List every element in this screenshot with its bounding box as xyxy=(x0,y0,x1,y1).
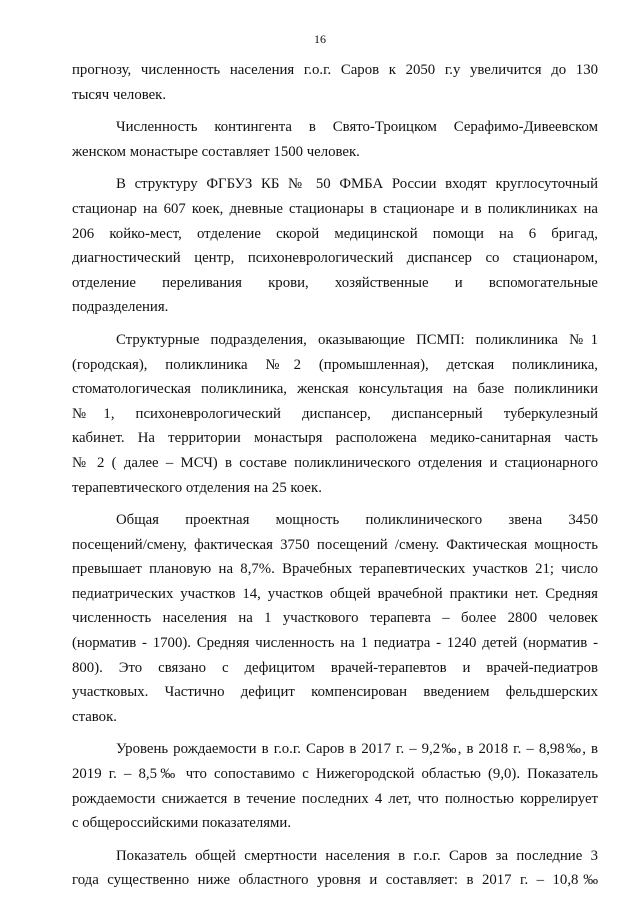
paragraph xyxy=(72,328,598,500)
text-line: отделение переливания крови, хозяйственные и вспомогательные xyxy=(72,274,598,291)
paragraph xyxy=(72,58,598,107)
text-line: участковых. Частично дефицит компенсирован введением фельдшерских xyxy=(72,684,598,701)
paragraph xyxy=(72,508,598,729)
text-line: кабинет. На территории монастыря расположена медико-санитарная часть xyxy=(72,430,598,447)
text-line: 800). Это связано с дефицитом врачей-терапевтов и врачей-педиатров xyxy=(72,659,598,676)
text-line: В структуру ФГБУЗ КБ № 50 ФМБА России входят круглосуточный xyxy=(116,176,598,193)
text-line: (норматив - 1700). Средняя численность на 1 педиатра - 1240 детей (норматив - xyxy=(72,635,598,652)
text-line: рождаемости снижается в течение последних 4 лет, что полностью коррелирует xyxy=(72,790,598,807)
text-line: Показатель общей смертности населения в г.о.г. Саров за последние 3 xyxy=(116,847,598,864)
text-line: женском монастыре составляет 1500 человек. xyxy=(72,143,360,160)
text-line: стоматологическая поликлиника, женская консультация на базе поликлиники xyxy=(72,381,598,398)
text-line: Уровень рождаемости в г.о.г. Саров в 2017 г. – 9,2‰, в 2018 г. – 8,98‰, в xyxy=(116,741,598,758)
page-number: 16 xyxy=(314,32,326,46)
text-line: Общая проектная мощность поликлинического звена 3450 xyxy=(116,512,598,529)
text-line: Структурные подразделения, оказывающие ПСМП: поликлиника №1 xyxy=(116,331,598,348)
text-line: посещений/смену, фактическая 3750 посещений /смену. Фактическая мощность xyxy=(72,536,598,553)
text-line: численность населения на 1 участкового терапевта – более 2800 человек xyxy=(72,610,598,627)
text-line: прогнозу, численность населения г.о.г. Саров к 2050 г.у увеличится до 130 xyxy=(72,62,598,78)
text-line: превышает плановую на 8,7%. Врачебных терапевтических участков 21; число xyxy=(72,561,598,578)
text-line: (городская), поликлиника №2 (промышленная), детская поликлиника, xyxy=(72,356,598,373)
text-line: № 2 ( далее – МСЧ) в составе поликлинического отделения и стационарного xyxy=(72,454,598,471)
text-line: диагностический центр, психоневрологический диспансер со стационаром, xyxy=(72,250,598,267)
text-line: тысяч человек. xyxy=(72,86,167,103)
text-line: стационар на 607 коек, дневные стационары в стационаре и в поликлиниках на xyxy=(72,200,598,217)
text-line: 2019 г. – 8,5‰ что сопоставимо с Нижегородской областью (9,0). Показатель xyxy=(72,766,598,783)
text-line: 206 койко-мест, отделение скорой медицинской помощи на 6 бригад, xyxy=(72,225,598,242)
text-line: педиатрических участков 14, участков общей врачебной практики нет. Средняя xyxy=(72,585,598,602)
text-line: №1, психоневрологический диспансер, диспансерный туберкулезный xyxy=(72,405,598,422)
text-line: терапевтического отделения на 25 коек. xyxy=(72,479,322,496)
paragraph xyxy=(72,844,598,893)
document-body xyxy=(72,58,598,893)
paragraph xyxy=(72,172,598,320)
text-line: с общероссийскими показателями. xyxy=(72,815,292,832)
text-line: ставок. xyxy=(72,708,117,725)
paragraph xyxy=(72,737,598,835)
text-line: подразделения. xyxy=(72,299,169,316)
text-line: Численность контингента в Свято-Троицком Серафимо-Дивеевском xyxy=(116,119,598,136)
text-line: года существенно ниже областного уровня и составляет: в 2017 г. – 10,8‰ xyxy=(72,872,598,889)
paragraph xyxy=(72,115,598,164)
